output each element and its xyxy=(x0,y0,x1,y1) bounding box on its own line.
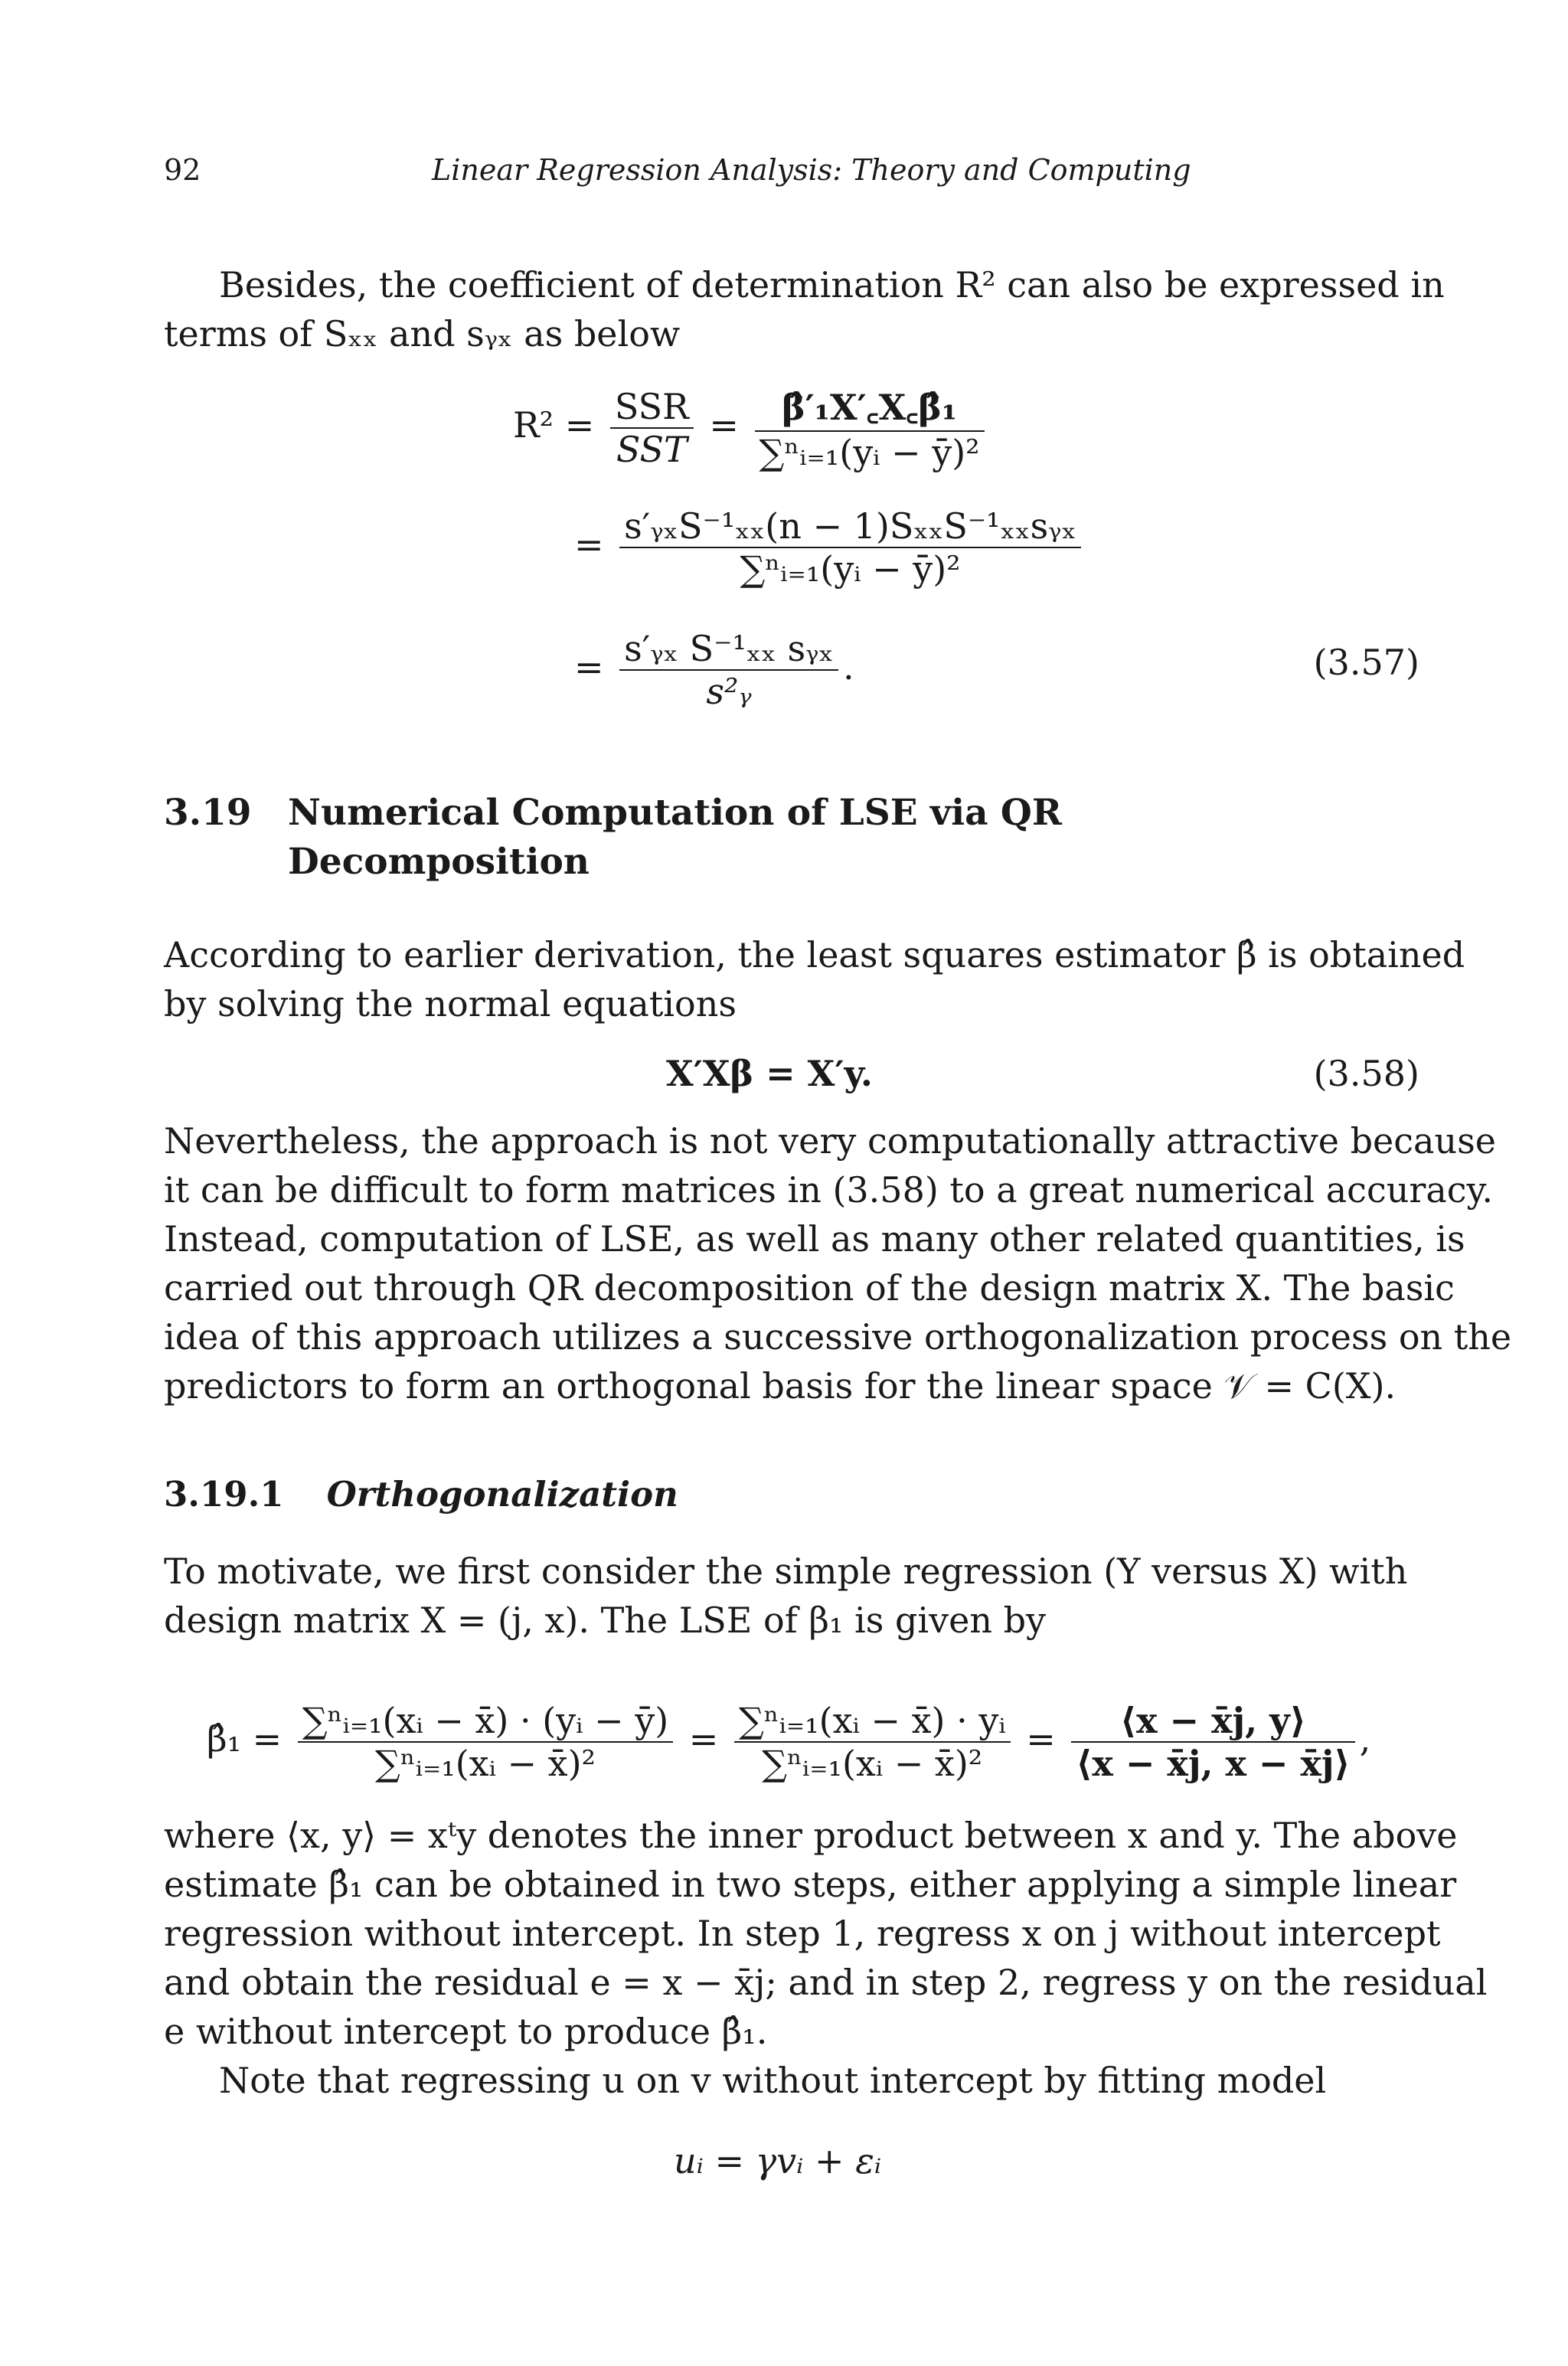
paragraph-qr-motivation: Nevertheless, the approach is not very computationally attractive because it can be difficult to form matrices in (3.58) to a great numerical accuracy. Instead, computation of LSE, as well as many other related quantities, is carried out through QR decomposition of the design matrix X. The basic idea of this approach utilizes a successive orthogonalization process on the predictors to form an orthogonal basis for the linear space 𝒱 = C(X). xyxy=(164,1120,1512,1407)
fraction: $\frac{\text{β̂′₁X′꜀X꜀β̂₁}}{\text{∑ⁿᵢ₌₁(yᵢ − ȳ)²}}$ xyxy=(755,383,985,473)
fraction: $\frac{\text{s′ᵧₓ S⁻¹ₓₓ sᵧₓ}}{\text{s²ᵧ}}$ xyxy=(619,628,838,712)
equation-r-squared-line2: = $\frac{\text{s′ᵧₓS⁻¹ₓₓ(n − 1)SₓₓS⁻¹ₓₓsᵧₓ}}{\text{∑ⁿᵢ₌₁(yᵢ − ȳ)²}}$ xyxy=(574,505,1086,590)
equation-normal-equations: X′Xβ = X′y. xyxy=(666,1053,873,1094)
paragraph-lse-normal-equations: According to earlier derivation, the least squares estimator β̂ is obtained by solving the normal equations xyxy=(164,934,1465,1025)
equation-r-squared-line1: R² = $\frac{\text{SSR}}{\text{SST}}$ = $\frac{\text{β̂′₁X′꜀X꜀β̂₁}}{\text{∑ⁿᵢ₌₁(yᵢ − ȳ)²}}$ xyxy=(513,383,989,473)
equation-beta1-hat: β̂₁ = $\frac{\text{∑ⁿᵢ₌₁(xᵢ − x̄) · (yᵢ − ȳ)}}{\text{∑ⁿᵢ₌₁(xᵢ − x̄)²}}$ = $\frac{\text{∑ⁿᵢ₌₁(xᵢ − x̄) · yᵢ}}{\text{∑ⁿᵢ₌₁(xᵢ − x̄)²}}$ = $\frac{⟨x - x̄j, y⟩}{⟨x - x̄j, x - x̄j⟩}$ , xyxy=(207,1700,1371,1784)
running-title: Linear Regression Analysis: Theory and Computing xyxy=(432,153,1191,187)
paragraph-simple-regression: To motivate, we first consider the simple regression (Y versus X) with design matrix X = (j, x). The LSE of β₁ is given by xyxy=(164,1551,1408,1641)
paragraph-r-squared-intro: Besides, the coefficient of determination R² can also be expressed in terms of Sₓₓ and sᵧₓ as below xyxy=(164,264,1445,355)
equation-number: (3.57) xyxy=(1313,642,1419,683)
running-header xyxy=(164,153,1419,199)
fraction: $\frac{\text{∑ⁿᵢ₌₁(xᵢ − x̄) · (yᵢ − ȳ)}}{\text{∑ⁿᵢ₌₁(xᵢ − x̄)²}}$ xyxy=(298,1700,673,1784)
fraction: $\frac{⟨x - x̄j, y⟩}{⟨x - x̄j, x - x̄j⟩}$ xyxy=(1071,1700,1354,1784)
subsection-heading: 3.19.1 Orthogonalization xyxy=(164,1474,678,1515)
fraction: $\frac{\text{SSR}}{\text{SST}}$ xyxy=(610,386,694,470)
fraction: $\frac{\text{s′ᵧₓS⁻¹ₓₓ(n − 1)SₓₓS⁻¹ₓₓsᵧₓ}}{\text{∑ⁿᵢ₌₁(yᵢ − ȳ)²}}$ xyxy=(619,505,1081,590)
equation-number: (3.58) xyxy=(1313,1053,1419,1094)
equation-r-squared-line3: = $\frac{\text{s′ᵧₓ S⁻¹ₓₓ sᵧₓ}}{\text{s²ᵧ}}$ . xyxy=(574,628,854,712)
fraction: $\frac{\text{∑ⁿᵢ₌₁(xᵢ − x̄) · yᵢ}}{\text{∑ⁿᵢ₌₁(xᵢ − x̄)²}}$ xyxy=(734,1700,1011,1784)
paragraph-inner-product: where ⟨x, y⟩ = xᵗy denotes the inner product between x and y. The above estimate β̂₁ can be obtained in two steps, either applying a simple linear regression without intercept. In step 1, regress x on j without intercept and obtain the residual e = x − x̄j; and in step 2, regress y on the residual e without intercept to produce β̂₁. Note that regressing u on v without intercept by fitting model xyxy=(164,1815,1488,2101)
page-number: 92 xyxy=(164,153,201,187)
equation-regression-model: uᵢ = γvᵢ + εᵢ xyxy=(674,2140,882,2181)
